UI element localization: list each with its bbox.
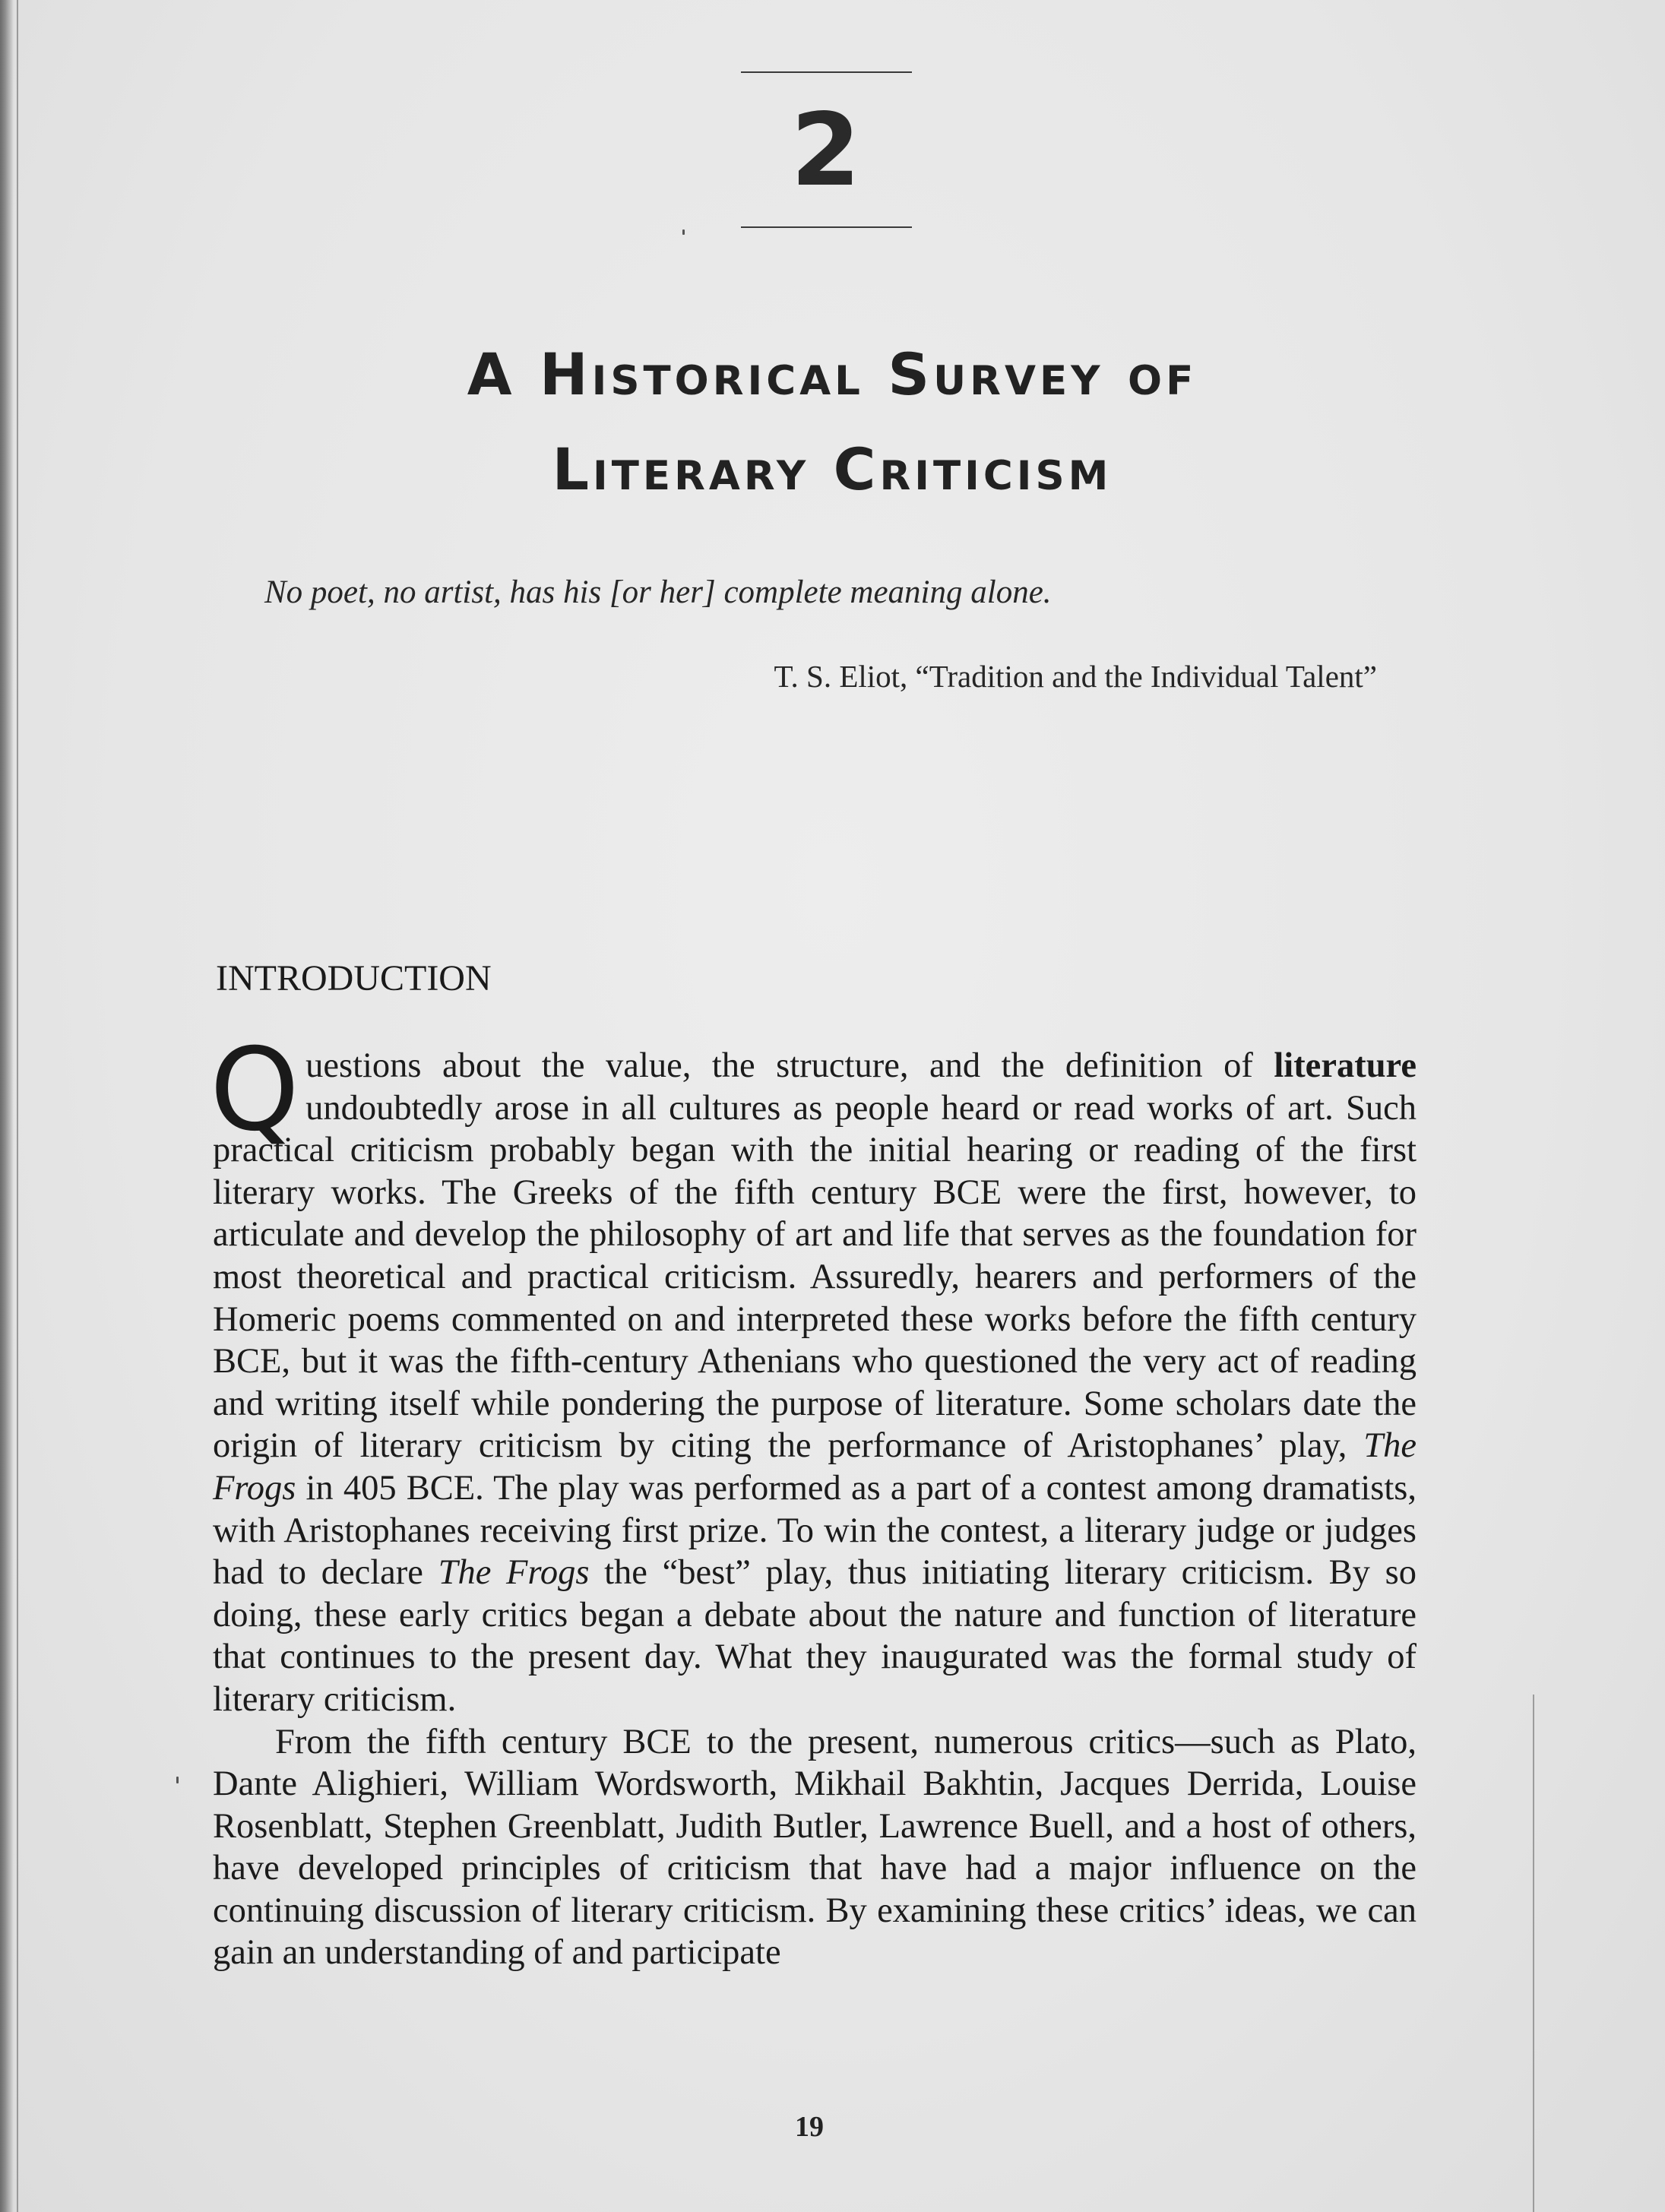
epigraph-quote: No poet, no artist, has his [or her] complete meaning alone. <box>264 574 1052 610</box>
paragraph-1 <box>210 1024 1417 1721</box>
chapter-title <box>228 327 1436 517</box>
scan-speck <box>682 229 685 235</box>
chapter-rule-bottom <box>741 226 912 228</box>
paragraph-2: From the fifth century BCE to the present, numerous critics—such as Plato, Dante Alighieri, William Wordsworth, Mikhail Bakhtin, Jacques Derrida, Louise Rosenblatt, Stephen Greenblatt, Judith Butler, Lawrence Buell, and a host of others, have developed principles of criticism that have had a major influence on the continuing discussion of literary criticism. By examining these critics’ ideas, we can gain an understanding of and participate <box>213 1722 1417 1973</box>
section-heading: INTRODUCTION <box>216 958 492 998</box>
scan-speck <box>176 1777 179 1783</box>
keyword-literature: literature <box>1274 1046 1417 1085</box>
p1-text-2: undoubtedly arose in all cultures as people heard or read works of art. Such practical criticism probably began with the initial hearing or reading of the first literary works. The Greeks of the fifth century BCE were the first, however, to articulate and develop the philosophy of art and life that serves as the foundation for most theoretical and practical criticism. Assuredly, hearers and performers of the Homeric poems commented on and interpreted these works before the fifth century BCE, but it was the fifth-century Athenians who questioned the very act of reading and writing itself while pondering the purpose of literature. Some scholars date the origin of literary criticism by citing the performance of Aristophanes’ play, <box>213 1088 1417 1466</box>
right-margin-line <box>1533 1695 1534 2212</box>
p1-text-1: uestions about the value, the structure, and the definition of <box>305 1046 1274 1085</box>
drop-cap: Q <box>210 1024 300 1157</box>
binding-shadow-line <box>17 0 18 2212</box>
book-binding-edge <box>0 0 14 2212</box>
p1-text-4: the “best” play, thus initiating literary criticism. By so doing, these early critics began a debate about the nature and function of literature that continues to the present day. What they inaugurated was the formal study of literary criticism. <box>213 1553 1417 1719</box>
work-title-1: The Frogs <box>213 1426 1417 1508</box>
page-number: 19 <box>795 2111 824 2143</box>
epigraph-attribution: T. S. Eliot, “Tradition and the Individual Talent” <box>774 659 1377 694</box>
chapter-number: 2 <box>790 92 863 209</box>
p1-text-3: in 405 BCE. The play was performed as a part of a contest among dramatists, with Aristophanes receiving first prize. To win the contest, a literary judge or judges had to declare <box>213 1468 1417 1593</box>
chapter-title-line-2: Literary Criticism <box>552 435 1113 503</box>
body-text <box>210 1024 1417 1974</box>
chapter-title-line-1: A Historical Survey of <box>467 340 1198 408</box>
work-title-2: The Frogs <box>438 1553 590 1593</box>
chapter-rule-top <box>741 71 912 73</box>
